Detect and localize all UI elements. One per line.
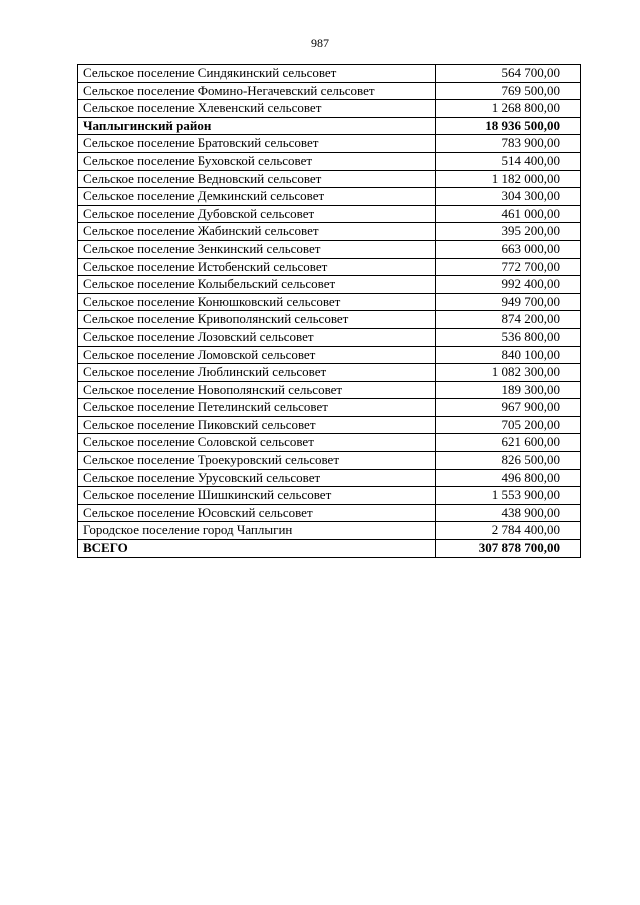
row-name-cell: Сельское поселение Троекуровский сельсовет — [78, 452, 436, 470]
row-name-cell: Сельское поселение Дубовской сельсовет — [78, 205, 436, 223]
table-row — [78, 258, 581, 276]
row-name-cell: Сельское поселение Жабинский сельсовет — [78, 223, 436, 241]
row-amount-cell: 874 200,00 — [436, 311, 581, 329]
row-name-cell: Сельское поселение Урусовский сельсовет — [78, 469, 436, 487]
row-name-cell: Сельское поселение Юсовский сельсовет — [78, 504, 436, 522]
row-name-cell: Сельское поселение Буховской сельсовет — [78, 152, 436, 170]
row-amount-cell: 967 900,00 — [436, 399, 581, 417]
row-amount-cell: 1 553 900,00 — [436, 487, 581, 505]
row-name-cell: Сельское поселение Синдякинский сельсовет — [78, 65, 436, 83]
row-name-cell: Сельское поселение Шишкинский сельсовет — [78, 487, 436, 505]
row-name-cell: Сельское поселение Ведновский сельсовет — [78, 170, 436, 188]
table-row — [78, 364, 581, 382]
row-amount-cell: 663 000,00 — [436, 240, 581, 258]
table-row — [78, 170, 581, 188]
table-row — [78, 100, 581, 118]
table-row — [78, 276, 581, 294]
table-row — [78, 416, 581, 434]
row-name-cell: Сельское поселение Люблинский сельсовет — [78, 364, 436, 382]
table-row — [78, 522, 581, 540]
table-row — [78, 487, 581, 505]
row-amount-cell: 769 500,00 — [436, 82, 581, 100]
table-row — [78, 434, 581, 452]
table-row — [78, 469, 581, 487]
row-name-cell: Сельское поселение Соловской сельсовет — [78, 434, 436, 452]
row-amount-cell: 461 000,00 — [436, 205, 581, 223]
row-amount-cell: 772 700,00 — [436, 258, 581, 276]
table-row — [78, 205, 581, 223]
row-amount-cell: 2 784 400,00 — [436, 522, 581, 540]
row-name-cell: Сельское поселение Пиковский сельсовет — [78, 416, 436, 434]
table-row-subtotal — [78, 117, 581, 135]
table-row — [78, 65, 581, 83]
row-amount-cell: 304 300,00 — [436, 188, 581, 206]
table-row — [78, 188, 581, 206]
row-amount-cell: 1 082 300,00 — [436, 364, 581, 382]
row-name-cell: Сельское поселение Демкинский сельсовет — [78, 188, 436, 206]
row-amount-cell: 621 600,00 — [436, 434, 581, 452]
table-row — [78, 135, 581, 153]
row-name-cell: Чаплыгинский район — [78, 117, 436, 135]
page-number: 987 — [311, 36, 329, 50]
table-row — [78, 381, 581, 399]
table-row — [78, 293, 581, 311]
row-amount-cell: 564 700,00 — [436, 65, 581, 83]
table-row — [78, 346, 581, 364]
table-row — [78, 311, 581, 329]
row-amount-cell: 840 100,00 — [436, 346, 581, 364]
row-amount-cell: 438 900,00 — [436, 504, 581, 522]
row-amount-cell: 189 300,00 — [436, 381, 581, 399]
table-row — [78, 452, 581, 470]
row-amount-cell: 307 878 700,00 — [436, 540, 581, 558]
table-row-subtotal — [78, 540, 581, 558]
table-row — [78, 504, 581, 522]
row-name-cell: Сельское поселение Фомино-Негачевский сельсовет — [78, 82, 436, 100]
row-name-cell: Сельское поселение Братовский сельсовет — [78, 135, 436, 153]
row-name-cell: Сельское поселение Истобенский сельсовет — [78, 258, 436, 276]
row-amount-cell: 395 200,00 — [436, 223, 581, 241]
row-amount-cell: 1 182 000,00 — [436, 170, 581, 188]
row-amount-cell: 496 800,00 — [436, 469, 581, 487]
budget-table — [77, 64, 581, 558]
table-row — [78, 328, 581, 346]
row-name-cell: Сельское поселение Лозовский сельсовет — [78, 328, 436, 346]
row-name-cell: Сельское поселение Колыбельский сельсовет — [78, 276, 436, 294]
row-amount-cell: 949 700,00 — [436, 293, 581, 311]
row-name-cell: Сельское поселение Хлевенский сельсовет — [78, 100, 436, 118]
table-row — [78, 399, 581, 417]
row-name-cell: Сельское поселение Ломовской сельсовет — [78, 346, 436, 364]
row-amount-cell: 826 500,00 — [436, 452, 581, 470]
row-amount-cell: 514 400,00 — [436, 152, 581, 170]
row-name-cell: Сельское поселение Конюшковский сельсовет — [78, 293, 436, 311]
row-name-cell: Сельское поселение Петелинский сельсовет — [78, 399, 436, 417]
table-row — [78, 152, 581, 170]
table-row — [78, 223, 581, 241]
row-amount-cell: 18 936 500,00 — [436, 117, 581, 135]
row-amount-cell: 992 400,00 — [436, 276, 581, 294]
row-amount-cell: 705 200,00 — [436, 416, 581, 434]
row-amount-cell: 536 800,00 — [436, 328, 581, 346]
row-amount-cell: 783 900,00 — [436, 135, 581, 153]
row-name-cell: Сельское поселение Зенкинский сельсовет — [78, 240, 436, 258]
row-amount-cell: 1 268 800,00 — [436, 100, 581, 118]
row-name-cell: ВСЕГО — [78, 540, 436, 558]
row-name-cell: Сельское поселение Новополянский сельсовет — [78, 381, 436, 399]
table-row — [78, 82, 581, 100]
table-row — [78, 240, 581, 258]
row-name-cell: Городское поселение город Чаплыгин — [78, 522, 436, 540]
row-name-cell: Сельское поселение Кривополянский сельсовет — [78, 311, 436, 329]
budget-table-body — [78, 65, 581, 558]
